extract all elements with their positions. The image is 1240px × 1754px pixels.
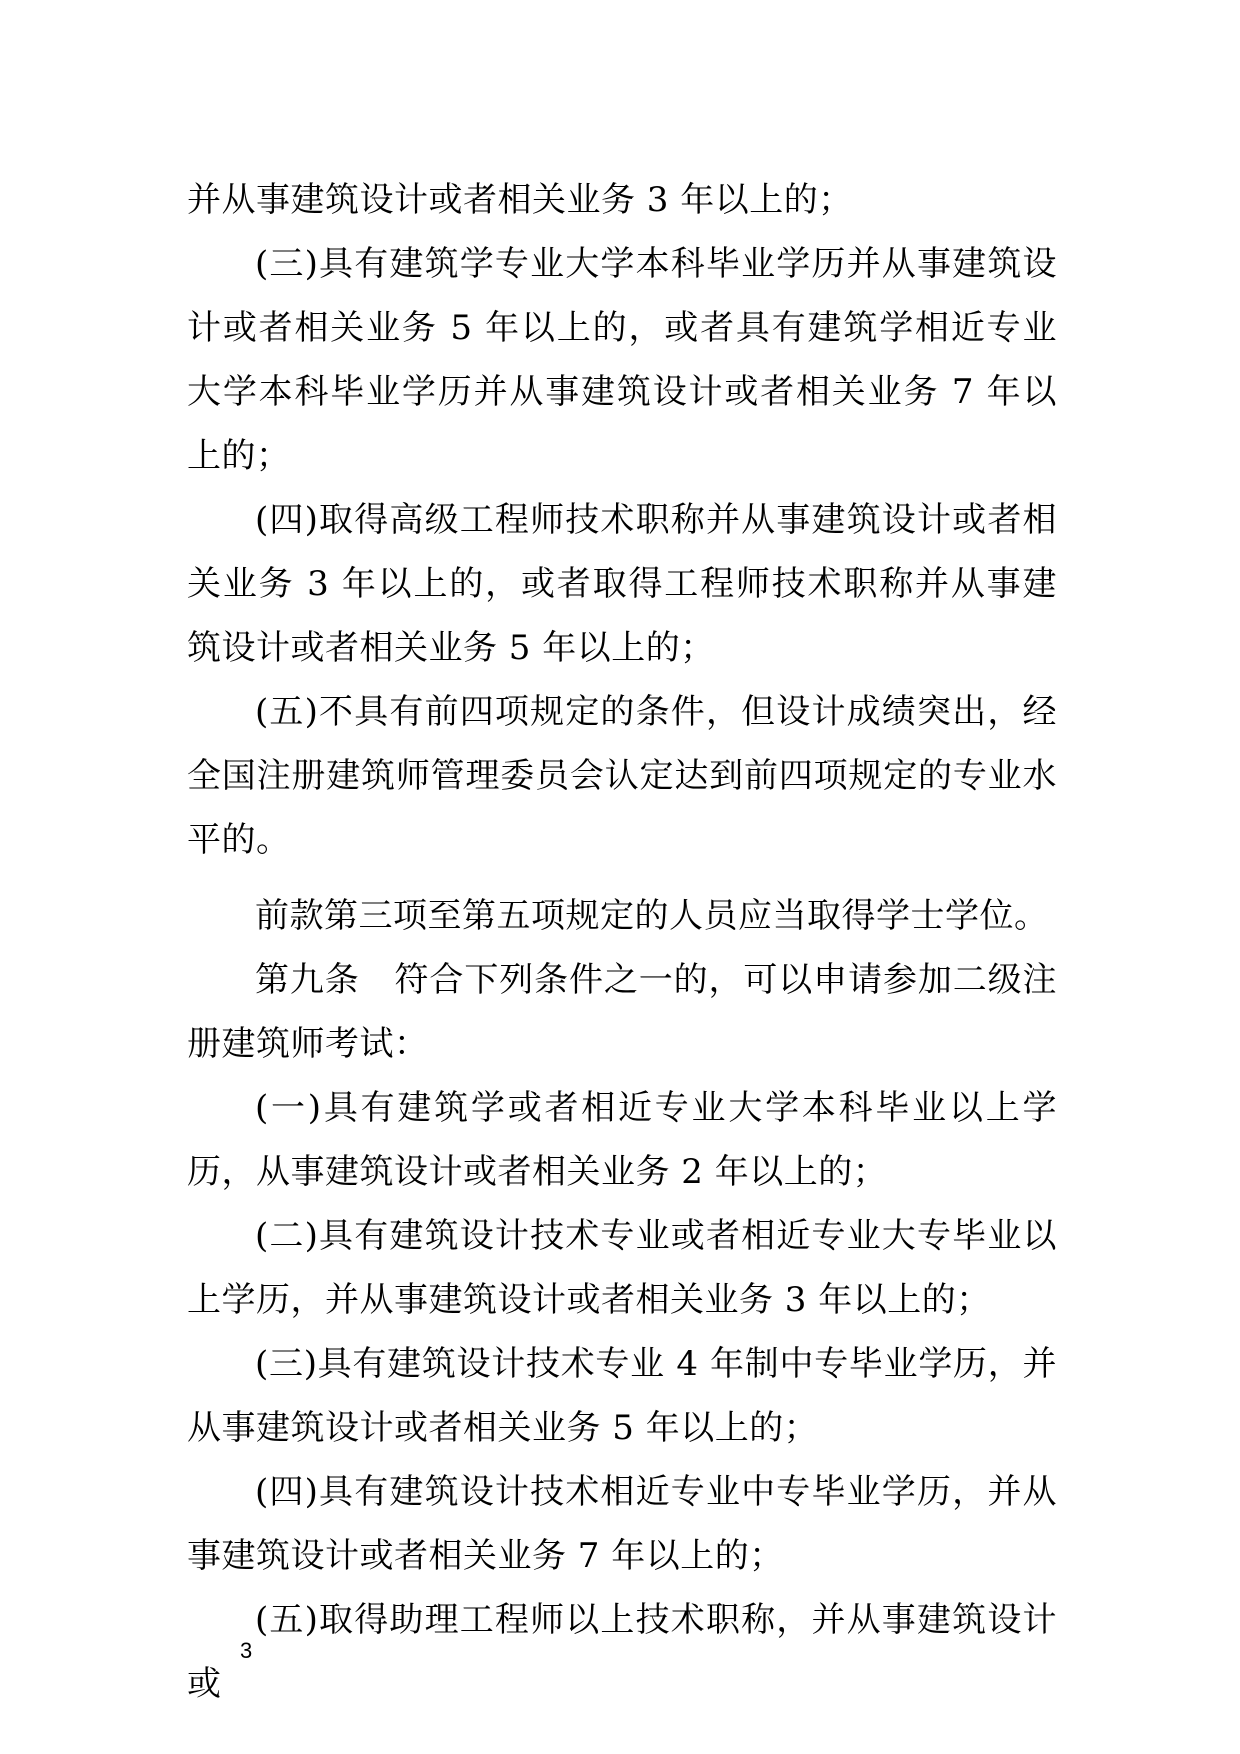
paragraph-item-4: (四)取得高级工程师技术职称并从事建筑设计或者相关业务 3 年以上的，或者取得工程师技术职称并从事建筑设计或者相关业务 5 年以上的； bbox=[187, 500, 1057, 668]
paragraph-item-5: (五)不具有前四项规定的条件，但设计成绩突出，经全国注册建筑师管理委员会认定达到前四项规定的专业水平的。 bbox=[187, 692, 1057, 860]
paragraph-continuation: 并从事建筑设计或者相关业务 3 年以上的； bbox=[187, 180, 853, 220]
paragraph-item-3: (三)具有建筑学专业大学本科毕业学历并从事建筑设计或者相关业务 5 年以上的，或者具有建筑学相近专业大学本科毕业学历并从事建筑设计或者相关业务 7 年以上的； bbox=[187, 244, 1057, 476]
paragraph-a9-item-2: (二)具有建筑设计技术专业或者相近专业大专毕业以上学历，并从事建筑设计或者相关业务 3 年以上的； bbox=[187, 1216, 1057, 1320]
article-9-heading: 第九条 符合下列条件之一的，可以申请参加二级注册建筑师考试： bbox=[187, 960, 1057, 1064]
document-body bbox=[187, 168, 1057, 1716]
page-number: 3 bbox=[240, 1638, 253, 1663]
paragraph-a9-item-3: (三)具有建筑设计技术专业 4 年制中专毕业学历，并从事建筑设计或者相关业务 5 年以上的； bbox=[187, 1344, 1057, 1448]
paragraph-degree-requirement: 前款第三项至第五项规定的人员应当取得学士学位。 bbox=[255, 896, 1049, 936]
paragraph-a9-item-4: (四)具有建筑设计技术相近专业中专毕业学历，并从事建筑设计或者相关业务 7 年以上的； bbox=[187, 1472, 1057, 1576]
paragraph-a9-item-5: (五)取得助理工程师以上技术职称，并从事建筑设计或 bbox=[187, 1600, 1057, 1704]
paragraph-a9-item-1: (一)具有建筑学或者相近专业大学本科毕业以上学历，从事建筑设计或者相关业务 2 年以上的； bbox=[187, 1088, 1057, 1192]
